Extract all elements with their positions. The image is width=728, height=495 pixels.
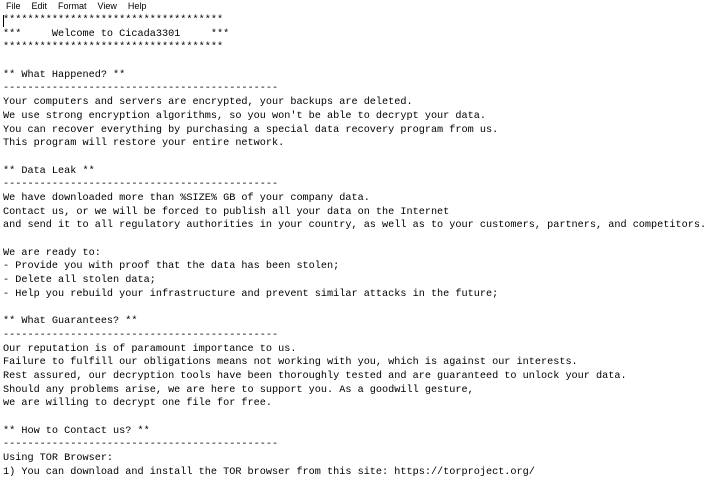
document-line: Rest assured, our decryption tools have been thoroughly tested and are guaranteed to unlock your data. [3,370,627,382]
document-line: This program will restore your entire network. [3,138,285,150]
document-line: - Delete all stolen data; [3,275,156,287]
document-line: --------------------------------------------- [3,179,279,191]
document-line: - Provide you with proof that the data has been stolen; [3,261,340,273]
document-line [3,151,706,165]
menu-help[interactable]: Help [127,1,147,11]
document-line: ** Data Leak ** [3,165,95,177]
document-line: we are willing to decrypt one file for free. [3,398,272,410]
document-line [3,233,706,247]
document-line [3,55,706,69]
document-text[interactable] [3,14,706,479]
document-line: 1) You can download and install the TOR browser from this site: https://torproject.org/ [3,466,535,478]
menu-edit[interactable]: Edit [31,1,48,11]
document-line: Our reputation is of paramount importance to us. [3,343,297,355]
menu-file[interactable]: File [6,1,21,11]
document-line [3,301,706,315]
document-line: You can recover everything by purchasing a special data recovery program from us. [3,124,499,136]
document-line: --------------------------------------------- [3,329,279,341]
document-line: Your computers and servers are encrypted, your backups are deleted. [3,97,413,109]
document-line: ************************************ [3,42,224,54]
document-line: --------------------------------------------- [3,83,279,95]
document-line: Should any problems arise, we are here to support you. As a goodwill gesture, [3,384,474,396]
document-line: Using TOR Browser: [3,453,114,464]
document-line: Contact us, or we will be forced to publish all your data on the Internet [3,206,450,218]
document-line: We use strong encryption algorithms, so you won't be able to decrypt your data. [3,110,486,122]
document-line: - Help you rebuild your infrastructure and prevent similar attacks in the future; [3,288,499,300]
document-line [3,411,706,425]
menu-bar [0,0,728,12]
document-line: Failure to fulfill our obligations means not working with you, which is against our interests. [3,357,578,369]
document-line: ** How to Contact us? ** [3,425,150,437]
document-line: ** What Guarantees? ** [3,316,138,328]
document-line: *** Welcome to Cicada3301 *** [3,28,230,40]
menu-format[interactable]: Format [58,1,87,11]
text-editor[interactable] [0,12,728,495]
document-line: ** What Happened? ** [3,69,126,81]
document-line: and send it to all regulatory authorities in your country, as well as to your customers, partners, and competitors. [3,220,707,232]
menu-view[interactable]: View [97,1,117,11]
document-line: --------------------------------------------- [3,439,279,451]
document-line: We are ready to: [3,247,101,259]
document-line: We have downloaded more than %SIZE% GB of your company data. [3,192,370,204]
document-line: ************************************ [3,15,224,26]
